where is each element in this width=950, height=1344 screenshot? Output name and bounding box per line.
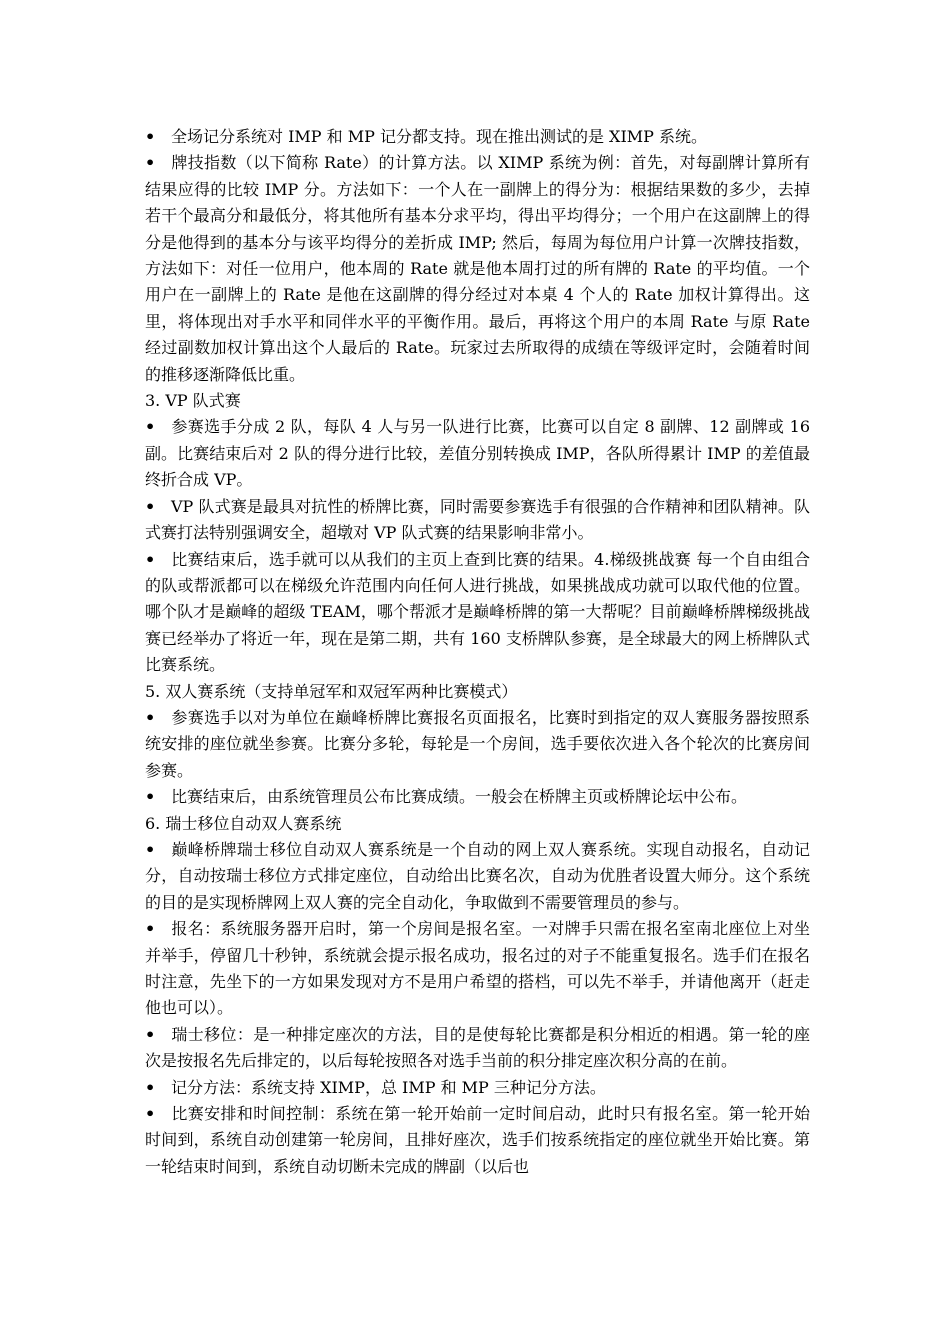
paragraph-text: 参赛选手分成 2 队，每队 4 人与另一队进行比赛，比赛可以自定 8 副牌、12 副牌或 16 副。比赛结束后对 2 队的得分进行比较，差值分别转换成 IMP，各队所得累计 IMP 的差值最终折合成 VP。 <box>145 417 810 490</box>
section-heading-text: 6. 瑞士移位自动双人赛系统 <box>145 813 342 833</box>
paragraph-text: 比赛安排和时间控制：系统在第一轮开始前一定时间启动，此时只有报名室。第一轮开始时间到，系统自动创建第一轮房间，且排好座次，选手们按系统指定的座位就坐开始比赛。第一轮结束时间到，系统自动切断未完成的牌副（以后也 <box>145 1104 810 1176</box>
bullet-icon: • <box>145 707 156 727</box>
bullet-paragraph <box>145 784 810 810</box>
bullet-paragraph <box>145 1022 810 1075</box>
section-heading <box>145 388 810 414</box>
paragraph-text: 比赛结束后，由系统管理员公布比赛成绩。一般会在桥牌主页或桥牌论坛中公布。 <box>171 787 748 807</box>
bullet-icon: • <box>145 417 156 437</box>
bullet-icon: • <box>145 919 156 939</box>
paragraph-text: 报名：系统服务器开启时，第一个房间是报名室。一对牌手只需在报名室南北座位上对坐并举手，停留几十秒钟，系统就会提示报名成功，报名过的对子不能重复报名。选手们在报名时注意，先坐下的一方如果发现对方不是用户希望的搭档，可以先不举手，并请他离开（赶走他也可以）。 <box>145 919 810 1018</box>
section-heading <box>145 811 810 837</box>
bullet-icon: • <box>145 496 156 516</box>
section-heading <box>145 679 810 705</box>
paragraph-text: 巅峰桥牌瑞士移位自动双人赛系统是一个自动的网上双人赛系统。实现自动报名，自动记分，自动按瑞士移位方式排定座位，自动给出比赛名次，自动为优胜者设置大师分。这个系统的目的是实现桥牌网上双人赛的完全自动化，争取做到不需要管理员的参与。 <box>145 839 810 912</box>
bullet-paragraph <box>145 547 810 679</box>
paragraph-text: 全场记分系统对 IMP 和 MP 记分都支持。现在推出测试的是 XIMP 系统。 <box>171 127 707 146</box>
bullet-icon: • <box>145 153 156 173</box>
bullet-paragraph <box>145 1101 810 1180</box>
paragraph-text: VP 队式赛是最具对抗性的桥牌比赛，同时需要参赛选手有很强的合作精神和团队精神。队式赛打法特别强调安全，超墩对 VP 队式赛的结果影响非常小。 <box>145 496 810 543</box>
bullet-paragraph <box>145 1075 810 1101</box>
paragraph-text: 比赛结束后，选手就可以从我们的主页上查到比赛的结果。4.梯级挑战赛 每一个自由组合的队或帮派都可以在梯级允许范围内向任何人进行挑战，如果挑战成功就可以取代他的位置。哪个队才是巅峰的超级 TEAM，哪个帮派才是巅峰桥牌的第一大帮呢？目前巅峰桥牌梯级挑战赛已经举办了将近一年，现在是第二期，共有 160 支桥牌队参赛，是全球最大的网上桥牌队式比赛系统。 <box>145 549 810 675</box>
bullet-paragraph <box>145 916 810 1022</box>
paragraph-text: 参赛选手以对为单位在巅峰桥牌比赛报名页面报名，比赛时到指定的双人赛服务器按照系统安排的座位就坐参赛。比赛分多轮，每轮是一个房间，选手要依次进入各个轮次的比赛房间参赛。 <box>145 707 810 780</box>
bullet-icon: • <box>145 549 156 569</box>
bullet-paragraph <box>145 494 810 547</box>
bullet-paragraph <box>145 124 810 150</box>
paragraph-text: 瑞士移位：是一种排定座次的方法，目的是使每轮比赛都是积分相近的相遇。第一轮的座次是按报名先后排定的，以后每轮按照各对选手当前的积分排定座次积分高的在前。 <box>145 1024 810 1071</box>
bullet-icon: • <box>145 127 156 146</box>
bullet-icon: • <box>145 1104 156 1124</box>
paragraph-text: 记分方法：系统支持 XIMP，总 IMP 和 MP 三种记分方法。 <box>171 1077 606 1097</box>
bullet-icon: • <box>145 839 156 859</box>
document-body <box>145 124 810 1180</box>
bullet-icon: • <box>145 1024 156 1044</box>
paragraph-text: 牌技指数（以下简称 Rate）的计算方法。以 XIMP 系统为例：首先，对每副牌计算所有结果应得的比较 IMP 分。方法如下：一个人在一副牌上的得分为：根据结果数的多少，去掉若干个最高分和最低分，将其他所有基本分求平均，得出平均得分；一个用户在这副牌上的得分是他得到的基本分与该平均得分的差折成 IMP; 然后，每周为每位用户计算一次牌技指数，方法如下：对任一位用户，他本周的 Rate 就是他本周打过的所有牌的 Rate 的平均值。一个用户在一副牌上的 Rate 是他在这副牌的得分经过对本桌 4 个人的 Rate 加权计算得出。这里，将体现出对手水平和同伴水平的平衡作用。最后，再将这个用户的本周 Rate 与原 Rate 经过副数加权计算出这个人最后的 Rate。玩家过去所取得的成绩在等级评定时，会随着时间的推移逐渐降低比重。 <box>145 153 810 384</box>
section-heading-text: 3. VP 队式赛 <box>145 391 241 411</box>
bullet-paragraph <box>145 837 810 916</box>
bullet-paragraph <box>145 414 810 493</box>
bullet-paragraph <box>145 705 810 784</box>
bullet-icon: • <box>145 1077 156 1097</box>
section-heading-text: 5. 双人赛系统（支持单冠军和双冠军两种比赛模式） <box>145 681 518 701</box>
bullet-paragraph <box>145 150 810 388</box>
bullet-icon: • <box>145 787 156 807</box>
